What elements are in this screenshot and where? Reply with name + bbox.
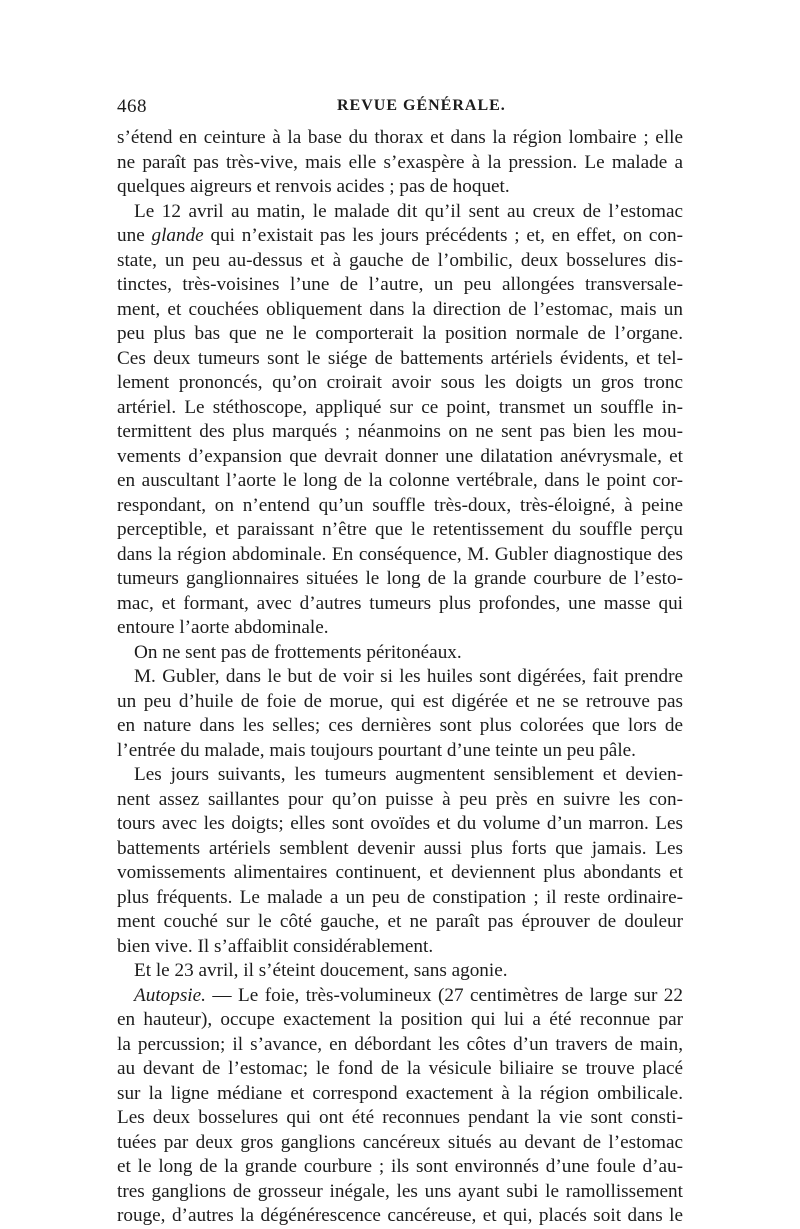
emphasis-text: glande: [151, 225, 204, 246]
text-line: battements artériels semblent devenir aussi plus forts que jamais. Les: [117, 837, 683, 859]
line-text: — Le foie, très-volumineux (27 centimètres de large sur 22: [205, 984, 683, 1006]
text-line: un peu d’huile de foie de morue, qui est digérée et ne se retrouve pas: [117, 690, 683, 712]
text-line: Ces deux tumeurs sont le siége de battements artériels évidents, et tel-: [117, 347, 683, 369]
text-line: ment couché sur le côté gauche, et ne paraît pas éprouver de douleur: [117, 911, 683, 932]
text-line: plus fréquents. Le malade a un peu de constipation ; il reste ordinaire-: [117, 886, 683, 908]
text-line: rouge, d’autres la dégénérescence cancéreuse, et qui, placés soit dans le: [117, 1205, 683, 1226]
text-line: ne paraît pas très-vive, mais elle s’exaspère à la pression. Le malade a: [117, 151, 683, 173]
text-line: en auscultant l’aorte le long de la colonne vertébrale, dans le point cor-: [117, 470, 683, 491]
text-line: [117, 200, 683, 225]
text-line: en hauteur), occupe exactement la position qui lui a été reconnue par: [117, 1009, 683, 1030]
text-line: respondant, on n’entend qu’un souffle très-doux, très-éloigné, à peine: [117, 494, 683, 516]
text-line: quelques aigreurs et renvois acides ; pas de hoquet.: [117, 176, 510, 197]
text-line: tres ganglions de grosseur inégale, les uns ayant subi le ramollissement: [117, 1180, 683, 1202]
autopsie-heading: Autopsie.: [134, 984, 206, 1006]
text-line: mac, et formant, avec d’autres tumeurs plus profondes, une masse qui: [117, 592, 683, 614]
text-line: [117, 224, 683, 249]
body-text: [117, 126, 683, 1229]
text-line: sur la ligne médiane et correspond exactement à la région ombilicale.: [117, 1082, 683, 1104]
line-text: une: [117, 225, 152, 246]
text-line: peu plus bas que ne le comporterait la position normale de l’organe.: [117, 323, 683, 344]
text-line: tumeurs ganglionnaires situées le long de la grande courbure de l’esto-: [117, 568, 683, 589]
text-line: en nature dans les selles; ces dernières sont plus colorées que lors de: [117, 715, 683, 736]
line-text: qui n’existait pas les jours précédents ; et, en effet, on con-: [203, 225, 683, 246]
text-line: On ne sent pas de frottements péritonéaux.: [134, 641, 462, 663]
text-line: ment, et couchées obliquement dans la direction de l’estomac, mais un: [117, 298, 683, 320]
text-line: l’entrée du malade, mais toujours pourtant d’une teinte un peu pâle.: [117, 739, 636, 761]
text-line: Les jours suivants, les tumeurs augmentent sensiblement et devien-: [134, 764, 683, 785]
text-line: bien vive. Il s’affaiblit considérablement.: [117, 935, 434, 957]
running-title: REVUE GÉNÉRALE.: [337, 97, 506, 114]
page-header: [117, 96, 683, 122]
text-line: vements d’expansion que devrait donner une dilatation anévrysmale, et: [117, 445, 683, 467]
text-line: perceptible, et paraissant n’être que le retentissement du souffle perçu: [117, 519, 683, 540]
text-line: la percussion; il s’avance, en débordant les côtes d’un travers de main,: [117, 1033, 683, 1055]
text-line: [117, 984, 683, 1009]
text-line: state, un peu au-dessus et à gauche de l’ombilic, deux bosselures dis-: [117, 249, 683, 271]
text-line: tuées par deux gros ganglions cancéreux situés au devant de l’estomac: [117, 1131, 683, 1153]
line-text: Le 12 avril au matin, le malade dit qu’il sent au creux de l’estomac: [134, 200, 683, 222]
text-line: Et le 23 avril, il s’éteint doucement, sans agonie.: [134, 960, 508, 981]
text-line: vomissements alimentaires continuent, et deviennent plus abondants et: [117, 862, 683, 883]
text-line: tours avec les doigts; elles sont ovoïdes et du volume d’un marron. Les: [117, 813, 683, 834]
text-line: dans la région abdominale. En conséquence, M. Gubler diagnostique des: [117, 543, 683, 565]
text-line: M. Gubler, dans le but de voir si les huiles sont digérées, fait prendre: [134, 666, 683, 687]
text-line: tinctes, très-voisines l’une de l’autre, un peu allongées transversale-: [117, 274, 683, 295]
page-number: 468: [117, 96, 147, 117]
text-line: termittent des plus marqués ; néanmoins on ne sent pas bien les mou-: [117, 421, 683, 442]
text-line: et le long de la grande courbure ; ils sont environnés d’une foule d’au-: [117, 1156, 683, 1177]
text-line: lement prononcés, qu’on croirait avoir sous les doigts un gros tronc: [117, 372, 683, 393]
text-line: entoure l’aorte abdominale.: [117, 617, 329, 638]
text-line: Les deux bosselures qui ont été reconnues pendant la vie sont consti-: [117, 1107, 683, 1128]
text-line: au devant de l’estomac; le fond de la vésicule biliaire se trouve placé: [117, 1058, 683, 1079]
text-line: artériel. Le stéthoscope, appliqué sur ce point, transmet un souffle in-: [117, 396, 683, 418]
text-line: nent assez saillantes pour qu’on puisse à peu près en suivre les con-: [117, 788, 683, 810]
text-line: s’étend en ceinture à la base du thorax et dans la région lombaire ; elle: [117, 127, 683, 148]
